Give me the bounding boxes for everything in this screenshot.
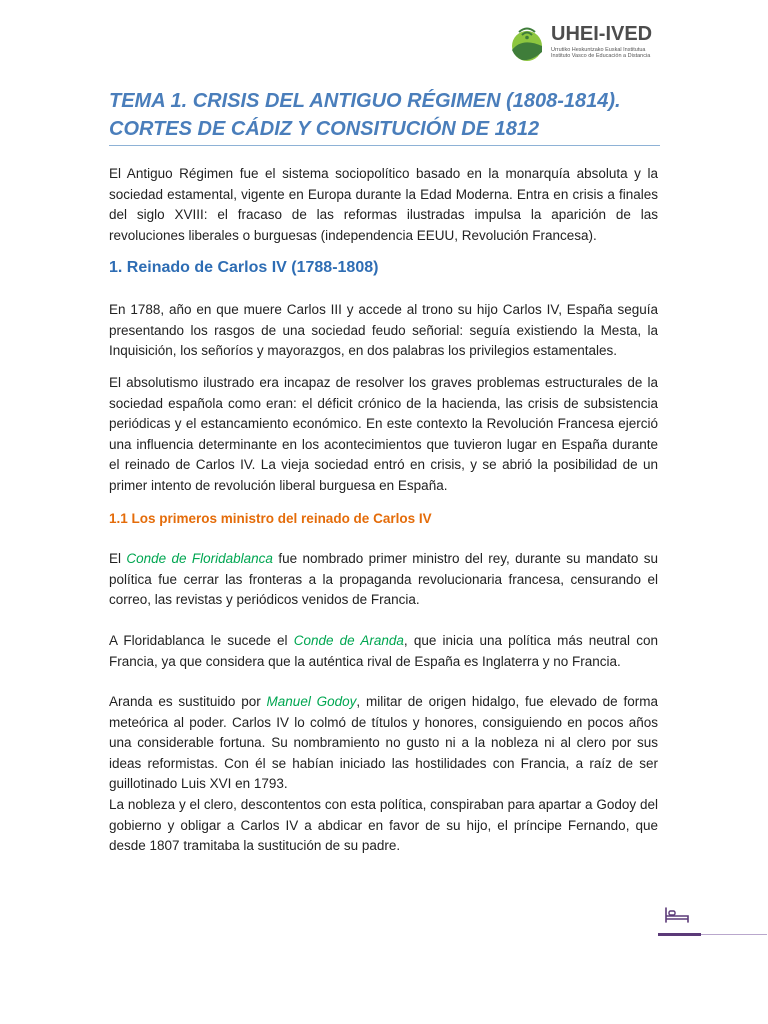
footer-rule-accent [658,933,701,936]
bed-icon [664,906,690,924]
intro-paragraph: El Antiguo Régimen fue el sistema sociopolítico basado en la monarquía absoluta y la sociedad estamental, vigente en Europa durante la Edad Moderna. Entra en crisis a finales del siglo XVIII: el fracaso de las reformas ilustradas impulsa la aparición de las revoluciones liberales o burguesas (independencia EEUU, Revolución Francesa). [109,166,658,243]
section1-paragraph-1: En 1788, año en que muere Carlos III y accede al trono su hijo Carlos IV, España seguía presentando los rasgos de una sociedad feudo señorial: seguía existiendo la Mesta, la Inquisición, los señoríos y mayorazgos, en dos palabras los privilegios estamentales. [109,302,658,358]
section1-paragraph-2: El absolutismo ilustrado era incapaz de resolver los graves problemas estructurales de la sociedad española como eran: el déficit crónico de la hacienda, las crisis de subsistencia periódicas y el estancamiento económico. En este contexto la Revolución Francesa ejerció una influencia determinante en los acontecimientos que tuvieron lugar en España durante el reinado de Carlos IV. La vieja sociedad entró en crisis, y se abrió la posibilidad de un primer intento de revolución liberal burguesa en España. [109,375,658,493]
section-heading-1: 1. Reinado de Carlos IV (1788-1808) [109,259,379,276]
subsection-heading: 1.1 Los primeros ministro del reinado de Carlos IV [109,511,432,526]
uhei-logo [508,22,668,62]
aranda-paragraph: A Floridablanca le sucede el Conde de Aranda, que inicia una política más neutral con Francia, ya que considera que la auténtica rival de España es Inglaterra y no Francia. [109,633,658,669]
name-godoy: Manuel Godoy [266,694,357,709]
godoy-paragraph: Aranda es sustituido por Manuel Godoy, militar de origen hidalgo, fue elevado de forma meteórica al poder. Carlos IV lo colmó de títulos y honores, consiguiendo en pocos años una considerable fortuna. Su nombramiento no gusto ni a la nobleza ni al clero por sus ideas reformistas. Con él se habían iniciado las hostilidades con Francia, a raíz de ser guillotinado Luis XVI en 1793. [109,694,658,791]
title-divider [109,145,660,146]
logo-subtitle-2: Instituto Vasco de Educación a Distancia [551,53,651,59]
name-aranda: Conde de Aranda [293,633,404,648]
uhei-logo-icon [508,22,548,62]
document-title: TEMA 1. CRISIS DEL ANTIGUO RÉGIMEN (1808-1814). CORTES DE CÁDIZ Y CONSITUCIÓN DE 1812 [109,90,621,140]
floridablanca-paragraph: El Conde de Floridablanca fue nombrado primer ministro del rey, durante su mandato su política fue cerrar las fronteras a la propaganda revolucionaria francesa, censurando el correo, las revistas y periódicos venidos de Francia. [109,551,658,607]
name-floridablanca: Conde de Floridablanca [126,551,273,566]
footer-rule [701,934,767,935]
logo-name: UHEI-IVED [551,23,653,45]
godoy-paragraph-2: La nobleza y el clero, descontentos con esta política, conspiraban para apartar a Godoy del gobierno y obligar a Carlos IV a abdicar en favor de su hijo, el príncipe Fernando, que desde 1807 tramitaba la sustitución de su padre. [109,797,658,853]
logo-subtitle-1: Urrutiko Heskuntzako Euskal Institutua [551,47,646,53]
